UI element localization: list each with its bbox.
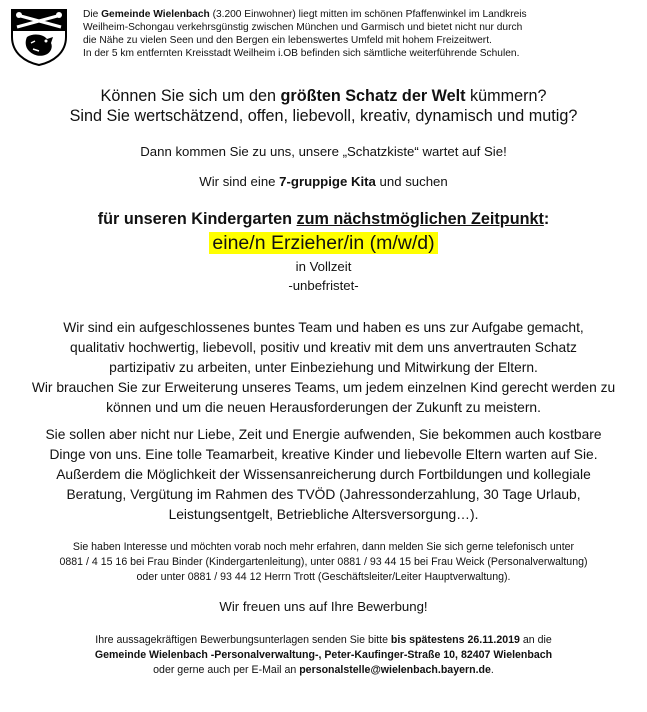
coat-of-arms-icon (9, 7, 69, 67)
contact-line: Sie haben Interesse und möchten vorab noch mehr erfahren, dann melden Sie sich gerne telefonisch unter (72, 541, 575, 553)
kita-line (0, 174, 647, 189)
intro-line-4: In der 5 km entfernten Kreisstadt Weilheim i.OB befinden sich sämtliche weiterführende Schulen. (83, 48, 520, 59)
p2-line: Sie sollen aber nicht nur Liebe, Zeit und Energie aufwenden, Sie bekommen auch kostbare (45, 427, 602, 442)
intro-line-2: Weilheim-Schongau verkehrsgünstig zwischen München und Garmisch und bietet nicht nur durch (83, 22, 523, 33)
apply-email[interactable]: personalstelle@wielenbach.bayern.de (299, 664, 491, 676)
kita-pre: Wir sind eine (199, 174, 280, 189)
fulltime-line: in Vollzeit (295, 259, 352, 274)
thanks-line: Wir freuen uns auf Ihre Bewerbung! (219, 599, 428, 614)
job-title-highlight: eine/n Erzieher/in (m/w/d) (209, 232, 437, 254)
apply-address: Gemeinde Wielenbach -Personalverwaltung-, Peter-Kaufinger-Straße 10, 82407 Wielenbach (94, 649, 553, 661)
application-info (0, 633, 647, 678)
intro-line-1 (83, 8, 588, 21)
contact-line: oder unter 0881 / 93 44 12 Herrn Trott (Geschäftsleiter/Leiter Hauptverwaltung). (136, 571, 511, 583)
q1-pre: Können Sie sich um den (100, 87, 281, 105)
apply-line-3 (0, 663, 647, 678)
q1-post: kümmern? (465, 87, 547, 105)
p1-line: qualitativ hochwertig, liebevoll, positiv und kreativ mit dem uns anvertrauten Schatz (70, 340, 577, 355)
apply-post: an die (519, 634, 552, 646)
p2-line: Außerdem die Möglichkeit der Wissensanreicherung durch Fortbildungen und kollegiale (56, 467, 591, 482)
job-title (0, 232, 647, 255)
permanent-line: -unbefristet- (288, 278, 359, 293)
apply-deadline: bis spätestens 26.11.2019 (390, 634, 520, 646)
apply-email-pre: oder gerne auch per E-Mail an (153, 664, 300, 676)
contact-line: 0881 / 4 15 16 bei Frau Binder (Kindergartenleitung), unter 0881 / 93 44 15 bei Frau Weick (Personalverwaltung) (59, 556, 588, 568)
job-for-line (0, 210, 647, 229)
apply-line-2 (0, 648, 647, 663)
for-post: : (543, 210, 550, 228)
intro-text (83, 8, 588, 60)
for-underlined: zum nächstmöglichen Zeitpunkt (296, 210, 544, 228)
invite-line: Dann kommen Sie zu uns, unsere „Schatzkiste“ wartet auf Sie! (140, 144, 507, 159)
intro-bold: Gemeinde Wielenbach (101, 9, 210, 20)
p1-line: Wir sind ein aufgeschlossenes buntes Team und haben es uns zur Aufgabe gemacht, (63, 320, 584, 335)
paragraph-benefits (0, 425, 647, 525)
apply-pre: Ihre aussagekräftigen Bewerbungsunterlagen senden Sie bitte (95, 634, 391, 646)
headline-question-1 (0, 86, 647, 106)
intro-rest: (3.200 Einwohner) liegt mitten im schönen Pfaffenwinkel im Landkreis (209, 9, 527, 20)
p1-line: Wir brauchen Sie zur Erweiterung unseres Teams, um jedem einzelnen Kind gerecht werden zu (31, 380, 616, 395)
kita-post: und suchen (375, 174, 448, 189)
contact-info (0, 540, 647, 585)
q1-bold: größten Schatz der Welt (280, 87, 466, 105)
for-pre: für unseren Kindergarten (97, 210, 297, 228)
p2-line: Dinge von uns. Eine tolle Teamarbeit, kreative Kinder und liebevolle Eltern warten auf Sie. (49, 447, 598, 462)
paragraph-team (0, 318, 647, 418)
intro-pre: Die (83, 9, 102, 20)
headline-question-2: Sind Sie wertschätzend, offen, liebevoll, kreativ, dynamisch und mutig? (69, 107, 578, 125)
p2-line: Beratung, Vergütung im Rahmen des TVÖD (Jahressonderzahlung, 30 Tage Urlaub, (66, 487, 581, 502)
kita-bold: 7-gruppige Kita (279, 174, 376, 189)
apply-line-1 (0, 633, 647, 648)
apply-email-post: . (490, 664, 494, 676)
p1-line: partizipativ zu arbeiten, unter Einbeziehung und Mitwirkung der Eltern. (109, 360, 538, 375)
p1-line: können und um die neuen Herausforderungen der Zukunft zu meistern. (106, 400, 541, 415)
intro-line-3: die Nähe zu vielen Seen und den Bergen ein lebenswertes Umfeld mit hohem Freizeitwert. (83, 35, 492, 46)
p2-line: Leistungsentgelt, Betriebliche Altersversorgung…). (168, 507, 479, 522)
